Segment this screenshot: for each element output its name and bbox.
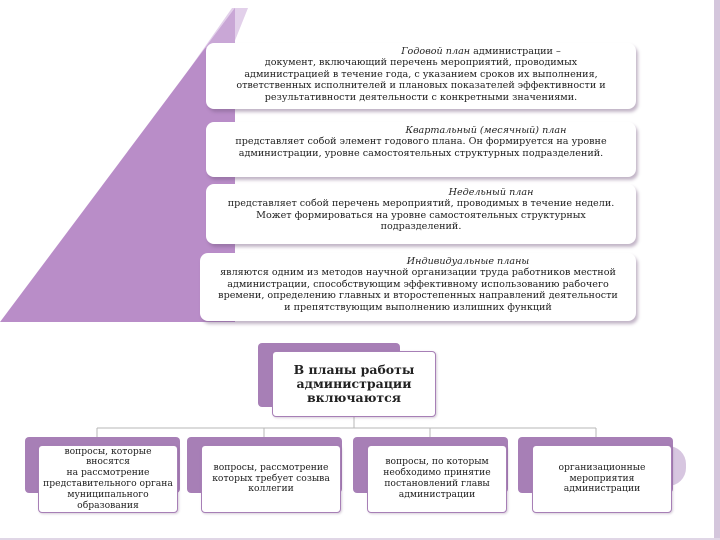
org-child-line: вопросы, по которым (385, 456, 489, 468)
annual-plan-title: Годовой план (401, 46, 471, 57)
org-child-line: вопросы, которые вносятся (64, 445, 152, 468)
weekly-plan-text-line: представляет собой перечень мероприятий, проводимых в течение недели. (227, 198, 615, 210)
org-child-line: необходимо принятие (383, 467, 491, 479)
annual-plan-text-line: администрацией в течение года, с указанием сроков их выполнения, (244, 68, 598, 80)
individual-plans-text-line: администрации, способствующим эффективному использованию рабочего (227, 278, 609, 290)
org-child-line: которых требует созыва (212, 472, 330, 484)
org-root-line: администрации (296, 376, 412, 391)
org-child-council-questions (38, 445, 178, 513)
individual-plans-text-line: времени, определению главных и второстепенных направлений деятельности (218, 290, 618, 302)
quarterly-plan-text-line: администрации, уровне самостоятельных структурных подразделений. (238, 147, 604, 159)
org-child-line: организационные (558, 461, 646, 473)
annual-plan-text-line: результативности деятельности с конкретными значениями. (264, 91, 578, 103)
org-root-box (272, 351, 436, 417)
annual-plan-title-rest: администрации – (470, 46, 561, 57)
individual-plans-text-line: и препятствующим выполнению излишних функций (284, 301, 552, 313)
org-child-board-questions (201, 445, 341, 513)
weekly-plan-title: Недельный план (448, 187, 534, 198)
individual-plans-text-line: являются одним из методов научной организации труда работников местной (220, 267, 616, 279)
weekly-plan-text-line: Может формироваться на уровне самостоятельных структурных (256, 209, 586, 221)
org-root-line: В планы работы (293, 362, 415, 377)
annual-plan-text-line: документ, включающий перечень мероприятий, проводимых (264, 57, 578, 69)
org-child-line: вопросы, рассмотрение (213, 461, 329, 473)
org-child-line: образования (77, 499, 139, 511)
org-child-line: администрации (398, 488, 476, 500)
org-child-line: коллегии (248, 483, 294, 495)
org-child-line: муниципального (67, 488, 149, 500)
org-child-organizational-events (532, 445, 672, 513)
quarterly-plan-text-line: представляет собой элемент годового плана. Он формируется на уровне (235, 136, 607, 148)
org-child-line: администрации (563, 483, 641, 495)
individual-plans-title: Индивидуальные планы (406, 256, 530, 267)
org-root-line: включаются (306, 390, 401, 405)
quarterly-plan-title: Квартальный (месячный) план (405, 125, 567, 136)
org-child-line: мероприятия (569, 472, 635, 484)
weekly-plan-text-line: подразделений. (380, 221, 462, 233)
org-child-line: представительного органа (43, 478, 173, 489)
org-child-line: на рассмотрение (66, 467, 150, 479)
org-child-line: постановлений главы (384, 478, 490, 489)
annual-plan-text-line: ответственных исполнителей и плановых показателей эффективности и (236, 80, 606, 92)
org-child-resolution-questions (367, 445, 507, 513)
